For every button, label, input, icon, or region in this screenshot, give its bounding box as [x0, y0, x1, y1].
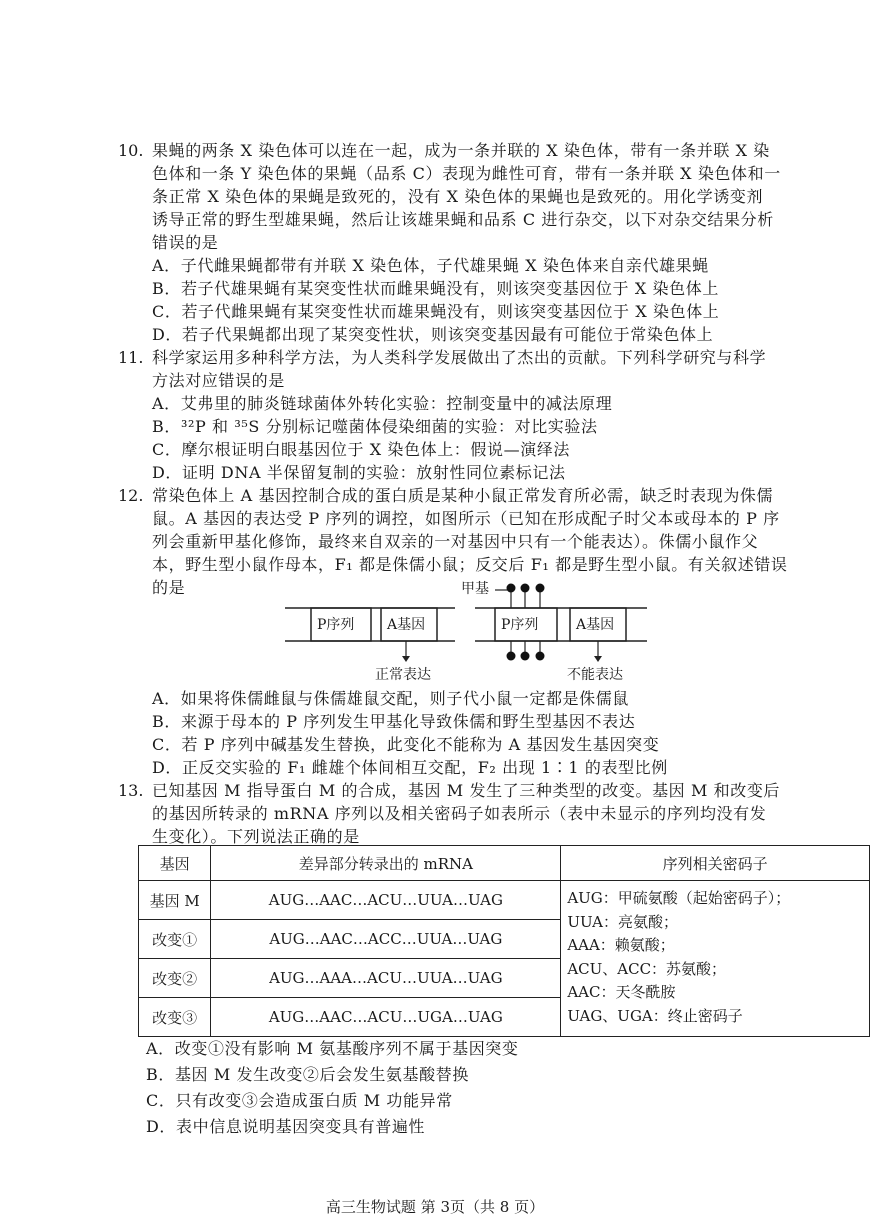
methylation-diagram	[285, 578, 655, 688]
option-d: D．表中信息说明基因突变具有普遍性	[146, 1117, 426, 1136]
stem-line: 常染色体上 A 基因控制合成的蛋白质是某种小鼠正常发育所必需，缺乏时表现为侏儒	[152, 486, 774, 505]
codon-line: AAC：天冬酰胺	[567, 983, 676, 1001]
option-a: A．艾弗里的肺炎链球菌体外转化实验：控制变量中的减法原理	[152, 394, 613, 413]
stem-line: 方法对应错误的是	[152, 371, 285, 390]
a-gene-label: A基因	[387, 617, 426, 633]
stem-line: 条正常 X 染色体的果蝇是致死的，没有 X 染色体的果蝇也是致死的。用化学诱变剂	[152, 187, 764, 206]
table-cell: AUG…AAC…ACU…UUA…UAG	[211, 881, 561, 920]
table-cell: 改变①	[139, 920, 211, 959]
stem-line: 科学家运用多种科学方法，为人类科学发展做出了杰出的贡献。下列科学研究与科学	[152, 348, 767, 367]
stem-line: 错误的是	[152, 233, 219, 252]
stem-line: 已知基因 M 指导蛋白 M 的合成，基因 M 发生了三种类型的改变。基因 M 和改变后	[152, 781, 781, 800]
option-c: C．若子代雌果蝇有某突变性状而雄果蝇没有，则该突变基因位于 X 染色体上	[152, 302, 720, 321]
option-a: A．子代雌果蝇都带有并联 X 染色体，子代雄果蝇 X 染色体来自亲代雄果蝇	[152, 256, 709, 275]
page-footer: 高三生物试题 第 3页（共 8 页）	[325, 1198, 545, 1216]
normal-expression-label: 正常表达	[375, 667, 431, 683]
table-cell: 基因 M	[139, 881, 211, 920]
option-b: B．³²P 和 ³⁵S 分别标记噬菌体侵染细菌的实验：对比实验法	[152, 417, 598, 436]
question-number: 13.	[118, 781, 144, 800]
table-cell: AUG…AAC…ACC…UUA…UAG	[211, 920, 561, 959]
table-cell: 改变②	[139, 959, 211, 998]
methyl-label: 甲基	[461, 581, 489, 597]
question-number: 12.	[118, 486, 144, 505]
stem-line: 列会重新甲基化修饰，最终来自双亲的一对基因中只有一个能表达）。侏儒小鼠作父	[152, 532, 759, 551]
stem-line: 的是	[152, 578, 186, 597]
option-d: D．正反交实验的 F₁ 雌雄个体间相互交配，F₂ 出现 1∶1 的表型比例	[152, 758, 668, 777]
stem-line: 鼠。A 基因的表达受 P 序列的调控，如图所示（已知在形成配子时父本或母本的 P 序	[152, 509, 780, 528]
option-c: C．只有改变③会造成蛋白质 M 功能异常	[146, 1091, 453, 1110]
a-gene-label: A基因	[576, 617, 615, 633]
table-cell: AUG…AAA…ACU…UUA…UAG	[211, 959, 561, 998]
codon-line: UUA：亮氨酸；	[567, 912, 678, 931]
option-b: B．基因 M 发生改变②后会发生氨基酸替换	[146, 1065, 469, 1084]
table-header-row	[139, 846, 870, 881]
question-number: 11.	[118, 348, 144, 367]
option-c: C．摩尔根证明白眼基因位于 X 染色体上：假说—演绎法	[152, 440, 571, 459]
option-c: C．若 P 序列中碱基发生替换，此变化不能称为 A 基因发生基因突变	[152, 735, 660, 754]
mrna-table	[138, 845, 870, 1037]
stem-line: 诱导正常的野生型雄果蝇，然后让该雄果蝇和品系 C 进行杂交，以下对杂交结果分析	[152, 210, 774, 229]
codon-cell	[561, 881, 870, 1037]
stem-line: 色体和一条 Y 染色体的果蝇（品系 C）表现为雌性可育，带有一条并联 X 染色体和一	[152, 164, 781, 183]
stem-line: 生变化）。下列说法正确的是	[152, 827, 360, 846]
codon-line: UAG、UGA：终止密码子	[567, 1006, 743, 1025]
option-d: D．证明 DNA 半保留复制的实验：放射性同位素标记法	[152, 463, 566, 482]
p-sequence-label: P序列	[317, 617, 355, 633]
table-header: 序列相关密码子	[561, 846, 870, 881]
no-expression-label: 不能表达	[567, 667, 623, 683]
table-cell: 改变③	[139, 998, 211, 1037]
option-a: A．改变①没有影响 M 氨基酸序列不属于基因突变	[146, 1039, 519, 1058]
table-header: 基因	[139, 846, 211, 881]
codon-line: ACU、ACC：苏氨酸；	[567, 959, 727, 978]
option-b: B．来源于母本的 P 序列发生甲基化导致侏儒和野生型基因不表达	[152, 712, 636, 731]
question-number: 10.	[118, 141, 144, 160]
option-b: B．若子代雄果蝇有某突变性状而雌果蝇没有，则该突变基因位于 X 染色体上	[152, 279, 719, 298]
option-a: A．如果将侏儒雌鼠与侏儒雄鼠交配，则子代小鼠一定都是侏儒鼠	[152, 689, 629, 708]
option-d: D．若子代果蝇都出现了某突变性状，则该突变基因最有可能位于常染色体上	[152, 325, 714, 344]
table-row	[139, 881, 870, 920]
stem-line: 果蝇的两条 X 染色体可以连在一起，成为一条并联的 X 染色体，带有一条并联 X 染	[152, 141, 770, 160]
table-cell: AUG…AAC…ACU…UGA…UAG	[211, 998, 561, 1037]
codon-line: AAA：赖氨酸；	[567, 936, 675, 954]
p-sequence-label: P序列	[501, 617, 539, 633]
stem-line: 的基因所转录的 mRNA 序列以及相关密码子如表所示（表中未显示的序列均没有发	[152, 804, 767, 823]
table-header: 差异部分转录出的 mRNA	[211, 846, 561, 881]
stem-line: 本，野生型小鼠作母本，F₁ 都是侏儒小鼠；反交后 F₁ 都是野生型小鼠。有关叙述错误	[152, 555, 788, 574]
codon-line: AUG：甲硫氨酸（起始密码子）；	[567, 889, 791, 907]
